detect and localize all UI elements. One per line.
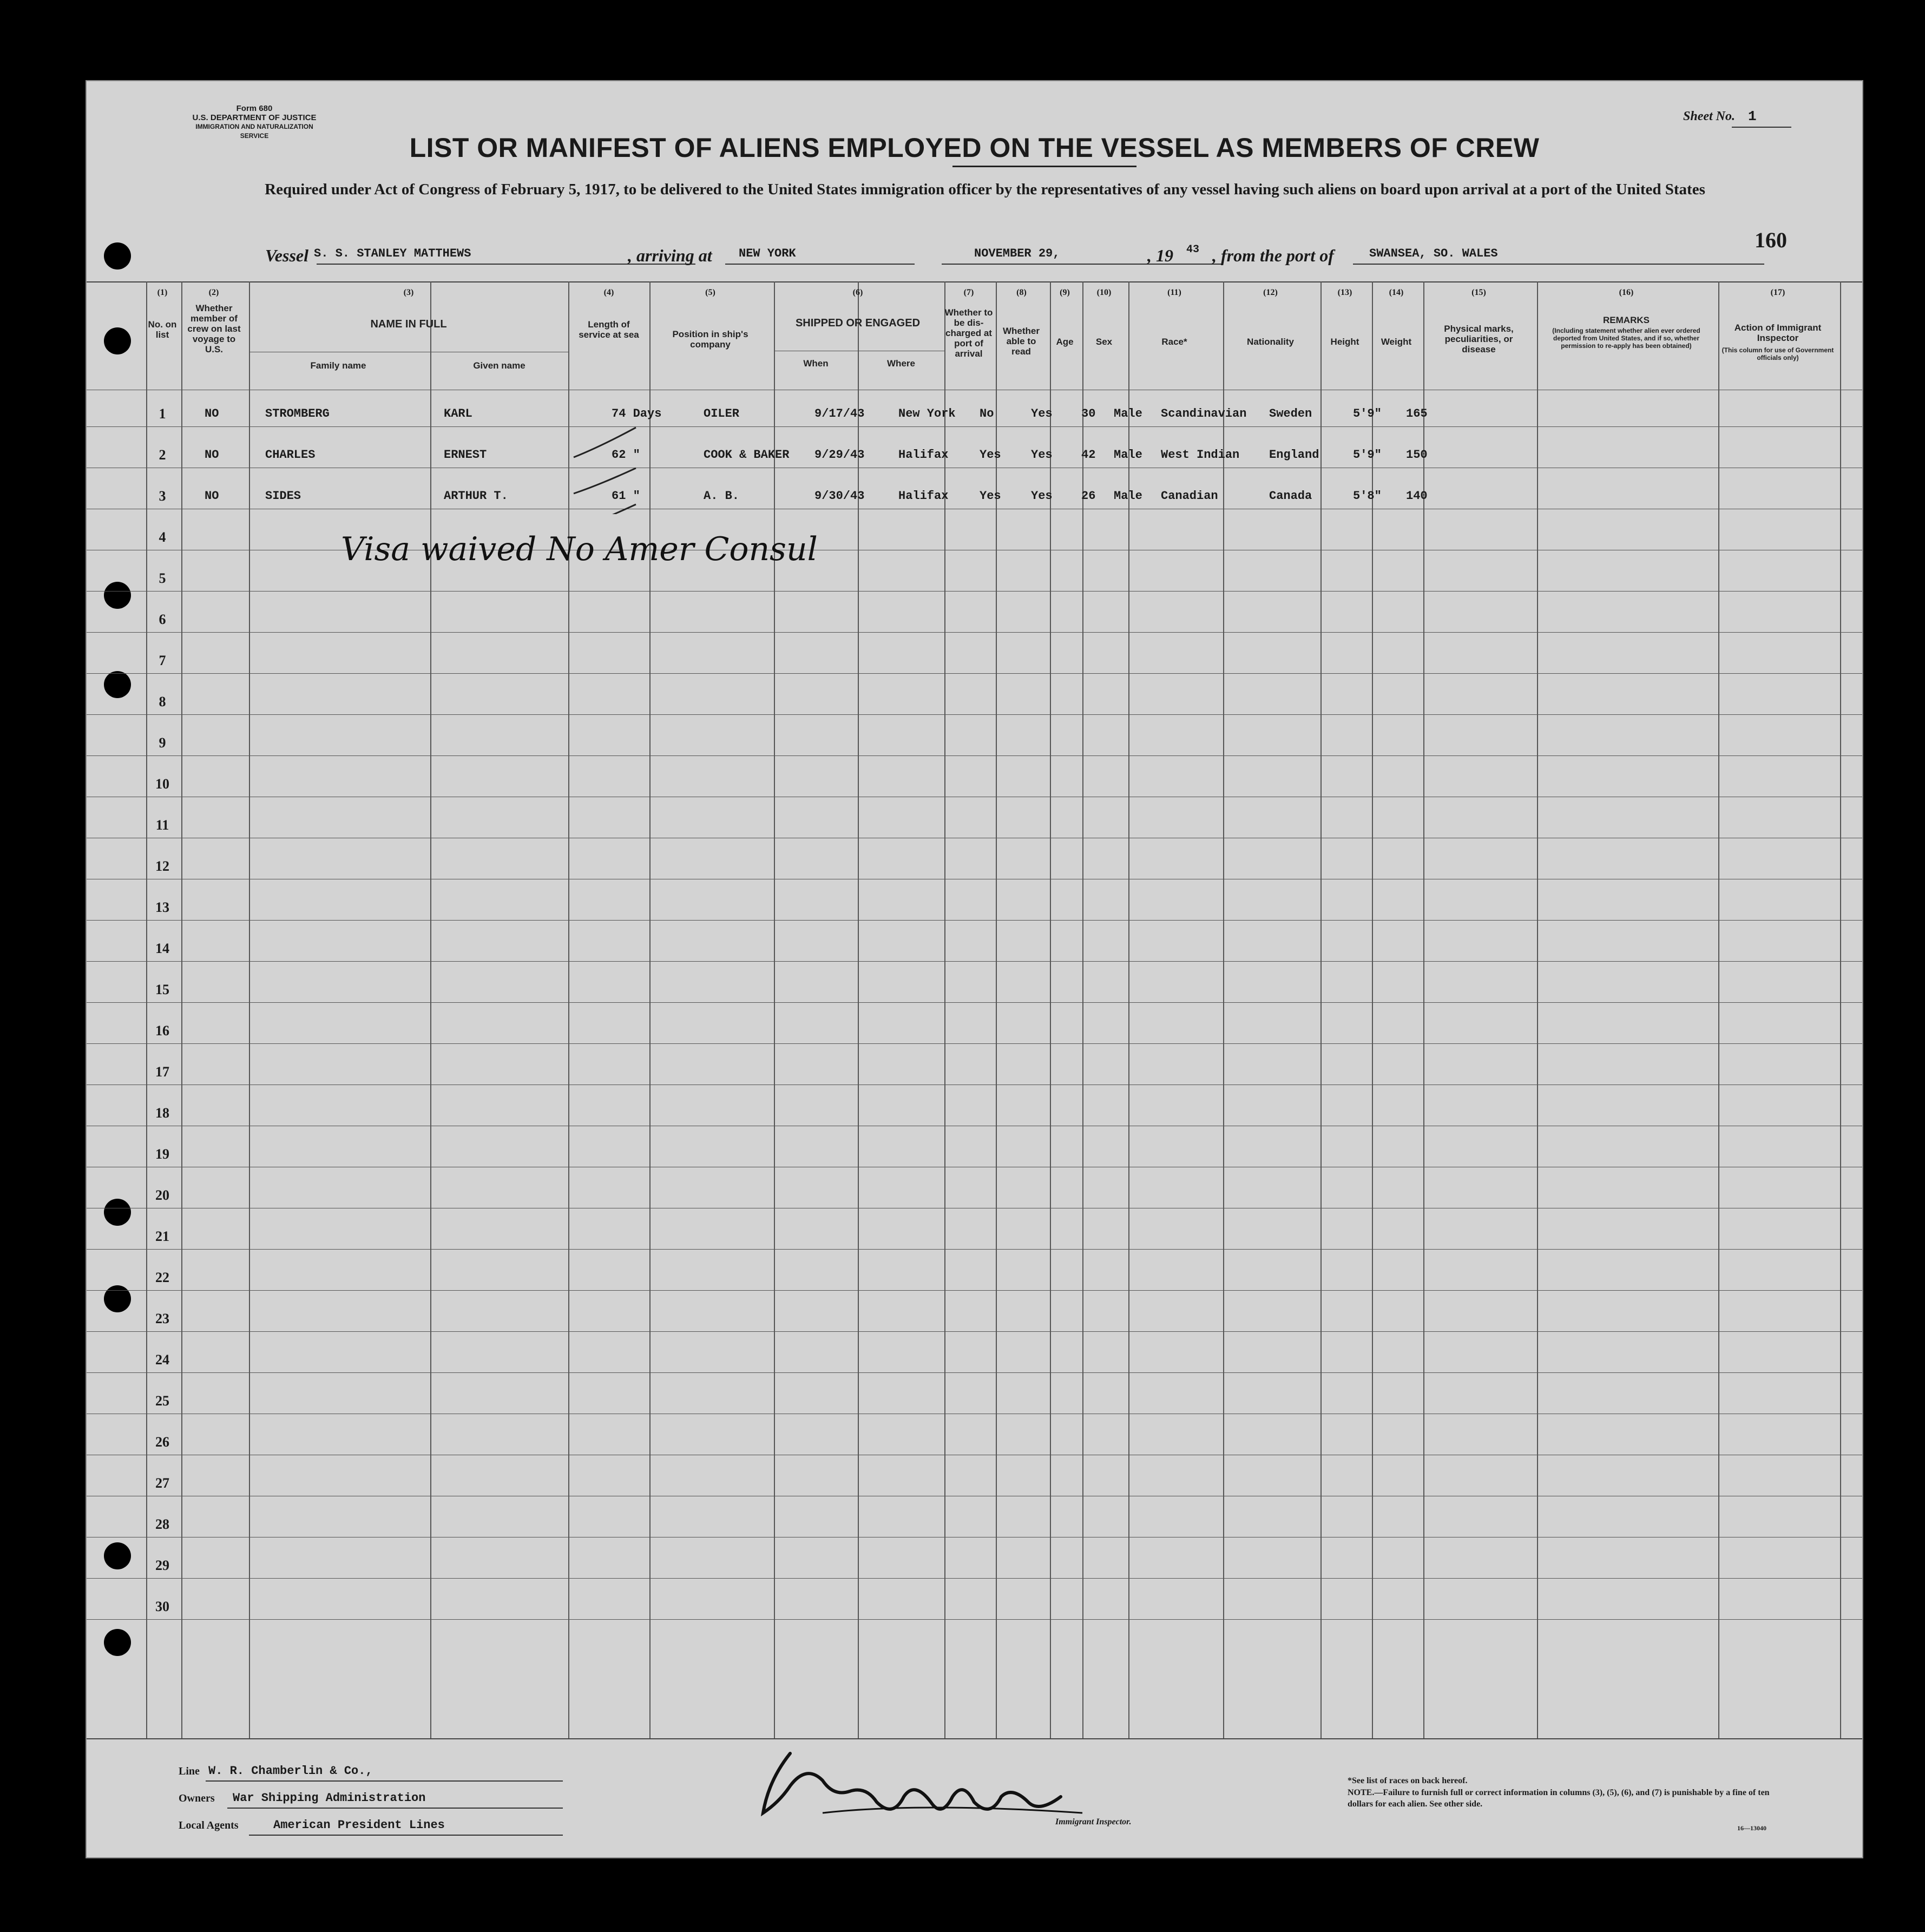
row-number: 17 [155,1064,169,1080]
family-name-cell: SIDES [265,489,301,503]
column-divider [774,281,775,1738]
col-header-height: Height [1330,337,1359,347]
inspector-signature [758,1732,1093,1845]
page-subtitle: Required under Act of Congress of February 5, 1917, to be delivered to the United States immigration officer by the representatives of any vessel having such aliens on board upon arrival at a port of the United States [265,181,1705,198]
col-num-7: (7) [963,288,974,297]
row-rule [87,1372,1862,1373]
owners-label: Owners [179,1792,215,1804]
row-number: 6 [159,612,166,627]
col-num-1: (1) [157,288,168,297]
col-num-15: (15) [1471,288,1486,297]
row-number: 30 [155,1599,169,1614]
col-header-sex: Sex [1095,337,1113,347]
col-header-physical: Physical marks, peculiarities, or disease [1444,324,1514,354]
weight-cell: 140 [1406,489,1428,503]
line-label: Line [179,1765,200,1777]
column-divider [249,281,250,1738]
row-number: 13 [155,899,169,915]
col-num-8: (8) [1016,288,1027,297]
shipped-where-cell: Halifax [898,448,949,462]
column-divider [1718,281,1719,1738]
col-header-family-name: Family name [310,360,366,371]
arriving-label: , arriving at [628,246,712,265]
form-number: Form 680 [236,104,273,113]
row-rule [87,1619,1862,1620]
col-num-9: (9) [1060,288,1070,297]
column-divider [1840,281,1841,1738]
row-rule [87,673,1862,674]
discharged-cell: Yes [980,489,1001,503]
from-port: SWANSEA, SO. WALES [1369,247,1498,260]
agents-value: American President Lines [273,1818,445,1832]
family-name-cell: STROMBERG [265,407,330,420]
col-num-17: (17) [1770,288,1785,297]
age-cell: 42 [1081,448,1096,462]
penalty-note: NOTE.—Failure to furnish full or correct information in columns (3), (5), (6), and (7) is punishable by a fine of ten dollars for each alien. See other side. [1348,1788,1770,1809]
arrival-date: NOVEMBER 29, [974,247,1060,260]
col-header-no: No. on list [148,319,177,340]
arrival-year: 43 [1186,244,1200,256]
position-cell: A. B. [704,489,740,503]
col-header-race: Race* [1161,337,1187,347]
row-rule [87,632,1862,633]
row-rule [87,755,1862,756]
race-cell: Canadian [1161,489,1218,503]
able-to-read-cell: Yes [1031,448,1053,462]
row-number: 15 [155,982,169,997]
col-num-11: (11) [1167,288,1181,297]
given-name-cell: ERNEST [444,448,487,462]
race-cell: West Indian [1161,448,1240,462]
col-header-remarks: REMARKS [1603,315,1650,325]
vessel-label: Vessel [265,246,308,265]
row-rule [87,961,1862,962]
race-cell: Scandinavian [1161,407,1247,420]
col-header-position: Position in ship's company [672,329,748,350]
row-number: 14 [155,941,169,956]
agents-label: Local Agents [179,1819,239,1831]
agents-underline [249,1835,563,1836]
able-to-read-cell: Yes [1031,407,1053,420]
nationality-cell: Canada [1269,489,1312,503]
service-length-cell: 62 " [612,448,640,462]
row-rule [87,426,1862,427]
row-number: 29 [155,1558,169,1573]
row-rule [87,591,1862,592]
row-rule [87,1331,1862,1332]
sheet-value: 1 [1748,108,1757,124]
col-num-6: (6) [852,288,863,297]
col-num-16: (16) [1619,288,1634,297]
column-divider [1537,281,1538,1738]
row-number: 22 [155,1270,169,1285]
col-num-14: (14) [1389,288,1404,297]
height-cell: 5'9" [1353,448,1382,462]
row-number: 18 [155,1105,169,1121]
row-rule [87,920,1862,921]
manifest-sheet [87,81,1862,1857]
col-header-last-voyage: Whether member of crew on last voyage to U.S. [187,303,241,354]
col-num-4: (4) [603,288,614,297]
col-header-action-note: (This column for use of Government officials only) [1722,346,1834,362]
col-header-discharged: Whether to be dis-charged at port of arrival [944,307,993,359]
owners-underline [227,1808,563,1809]
line-underline [206,1780,563,1782]
row-number: 19 [155,1146,169,1162]
height-cell: 5'8" [1353,489,1382,503]
service-name: IMMIGRATION AND NATURALIZATION SERVICE [195,123,313,140]
inspector-label: Immigrant Inspector. [1055,1817,1132,1826]
col-header-given-name: Given name [473,360,525,371]
page-number: 160 [1755,228,1787,252]
last-voyage-cell: NO [205,489,219,503]
col-header-age: Age [1056,337,1074,347]
print-code: 16—13040 [1737,1824,1766,1832]
service-strike-marks [568,417,660,514]
shipped-when-cell: 9/17/43 [814,407,865,420]
sex-cell: Male [1114,489,1142,503]
position-cell: COOK & BAKER [704,448,790,462]
given-name-cell: ARTHUR T. [444,489,508,503]
col-header-weight: Weight [1381,337,1412,347]
column-divider [430,281,431,1738]
row-number: 1 [159,406,166,422]
column-divider [1320,281,1322,1738]
weight-cell: 150 [1406,448,1428,462]
sex-cell: Male [1114,448,1142,462]
row-number: 9 [159,735,166,751]
row-rule [87,1043,1862,1044]
col-num-3: (3) [403,288,414,297]
last-voyage-cell: NO [205,407,219,420]
year-prefix: , 19 [1147,246,1173,265]
row-number: 26 [155,1434,169,1450]
nationality-cell: Sweden [1269,407,1312,420]
row-number: 11 [155,817,169,833]
service-length-cell: 74 Days [612,407,662,420]
discharged-cell: No [980,407,994,420]
col-header-name: NAME IN FULL [370,318,447,330]
row-rule [87,1002,1862,1003]
vessel-name: S. S. STANLEY MATTHEWS [314,247,471,260]
position-cell: OILER [704,407,740,420]
row-rule [87,714,1862,715]
row-number: 10 [155,776,169,792]
arriving-port: NEW YORK [739,247,796,260]
row-number: 23 [155,1311,169,1326]
service-length-cell: 61 " [612,489,640,503]
owners-value: War Shipping Administration [233,1791,426,1805]
column-divider [1223,281,1224,1738]
col-header-read: Whether able to read [1003,326,1040,357]
shipped-when-cell: 9/30/43 [814,489,865,503]
age-cell: 30 [1081,407,1096,420]
col-num-2: (2) [208,288,219,297]
row-number: 5 [159,570,166,586]
given-name-cell: KARL [444,407,472,420]
row-number: 25 [155,1393,169,1409]
row-rule [87,1290,1862,1291]
family-name-cell: CHARLES [265,448,316,462]
row-number: 3 [159,488,166,504]
height-cell: 5'9" [1353,407,1382,420]
col-num-12: (12) [1263,288,1278,297]
row-rule [87,1249,1862,1250]
col-num-13: (13) [1337,288,1352,297]
column-divider [181,281,182,1738]
row-number: 7 [159,653,166,668]
row-number: 2 [159,447,166,463]
line-value: W. R. Chamberlin & Co., [208,1764,373,1778]
weight-cell: 165 [1406,407,1428,420]
discharged-cell: Yes [980,448,1001,462]
col-header-remarks-note: (Including statement whether alien ever ordered deported from United States, and if so, whether permission to re-apply has been obtained) [1552,327,1700,350]
col-header-when: When [803,358,829,369]
shipped-where-cell: Halifax [898,489,949,503]
sex-cell: Male [1114,407,1142,420]
col-num-10: (10) [1096,288,1112,297]
row-number: 12 [155,858,169,874]
col-header-action: Action of Immigrant Inspector [1734,323,1822,343]
row-number: 20 [155,1187,169,1203]
page-title: LIST OR MANIFEST OF ALIENS EMPLOYED ON THE VESSEL AS MEMBERS OF CREW [409,133,1540,163]
age-cell: 26 [1081,489,1096,503]
sheet-label: Sheet No. [1683,109,1735,123]
shipped-where-cell: New York [898,407,956,420]
col-header-shipped: SHIPPED OR ENGAGED [795,317,921,329]
row-number: 21 [155,1228,169,1244]
signature-text [790,1764,791,1765]
nationality-cell: England [1269,448,1319,462]
row-rule [87,1578,1862,1579]
able-to-read-cell: Yes [1031,489,1053,503]
row-number: 4 [159,529,166,545]
row-number: 24 [155,1352,169,1368]
department-name: U.S. DEPARTMENT OF JUSTICE [192,113,317,122]
col-header-nationality: Nationality [1247,337,1294,347]
row-number: 8 [159,694,166,709]
handwritten-visa-note: Visa waived No Amer Consul [341,530,818,568]
col-header-service: Length of service at sea [579,319,639,340]
row-number: 27 [155,1475,169,1491]
race-note: *See list of races on back hereof. [1348,1776,1468,1785]
col-num-5: (5) [705,288,715,297]
row-number: 16 [155,1023,169,1039]
from-label: , from the port of [1212,246,1334,265]
col-header-where: Where [887,358,915,369]
last-voyage-cell: NO [205,448,219,462]
row-number: 28 [155,1516,169,1532]
shipped-when-cell: 9/29/43 [814,448,865,462]
